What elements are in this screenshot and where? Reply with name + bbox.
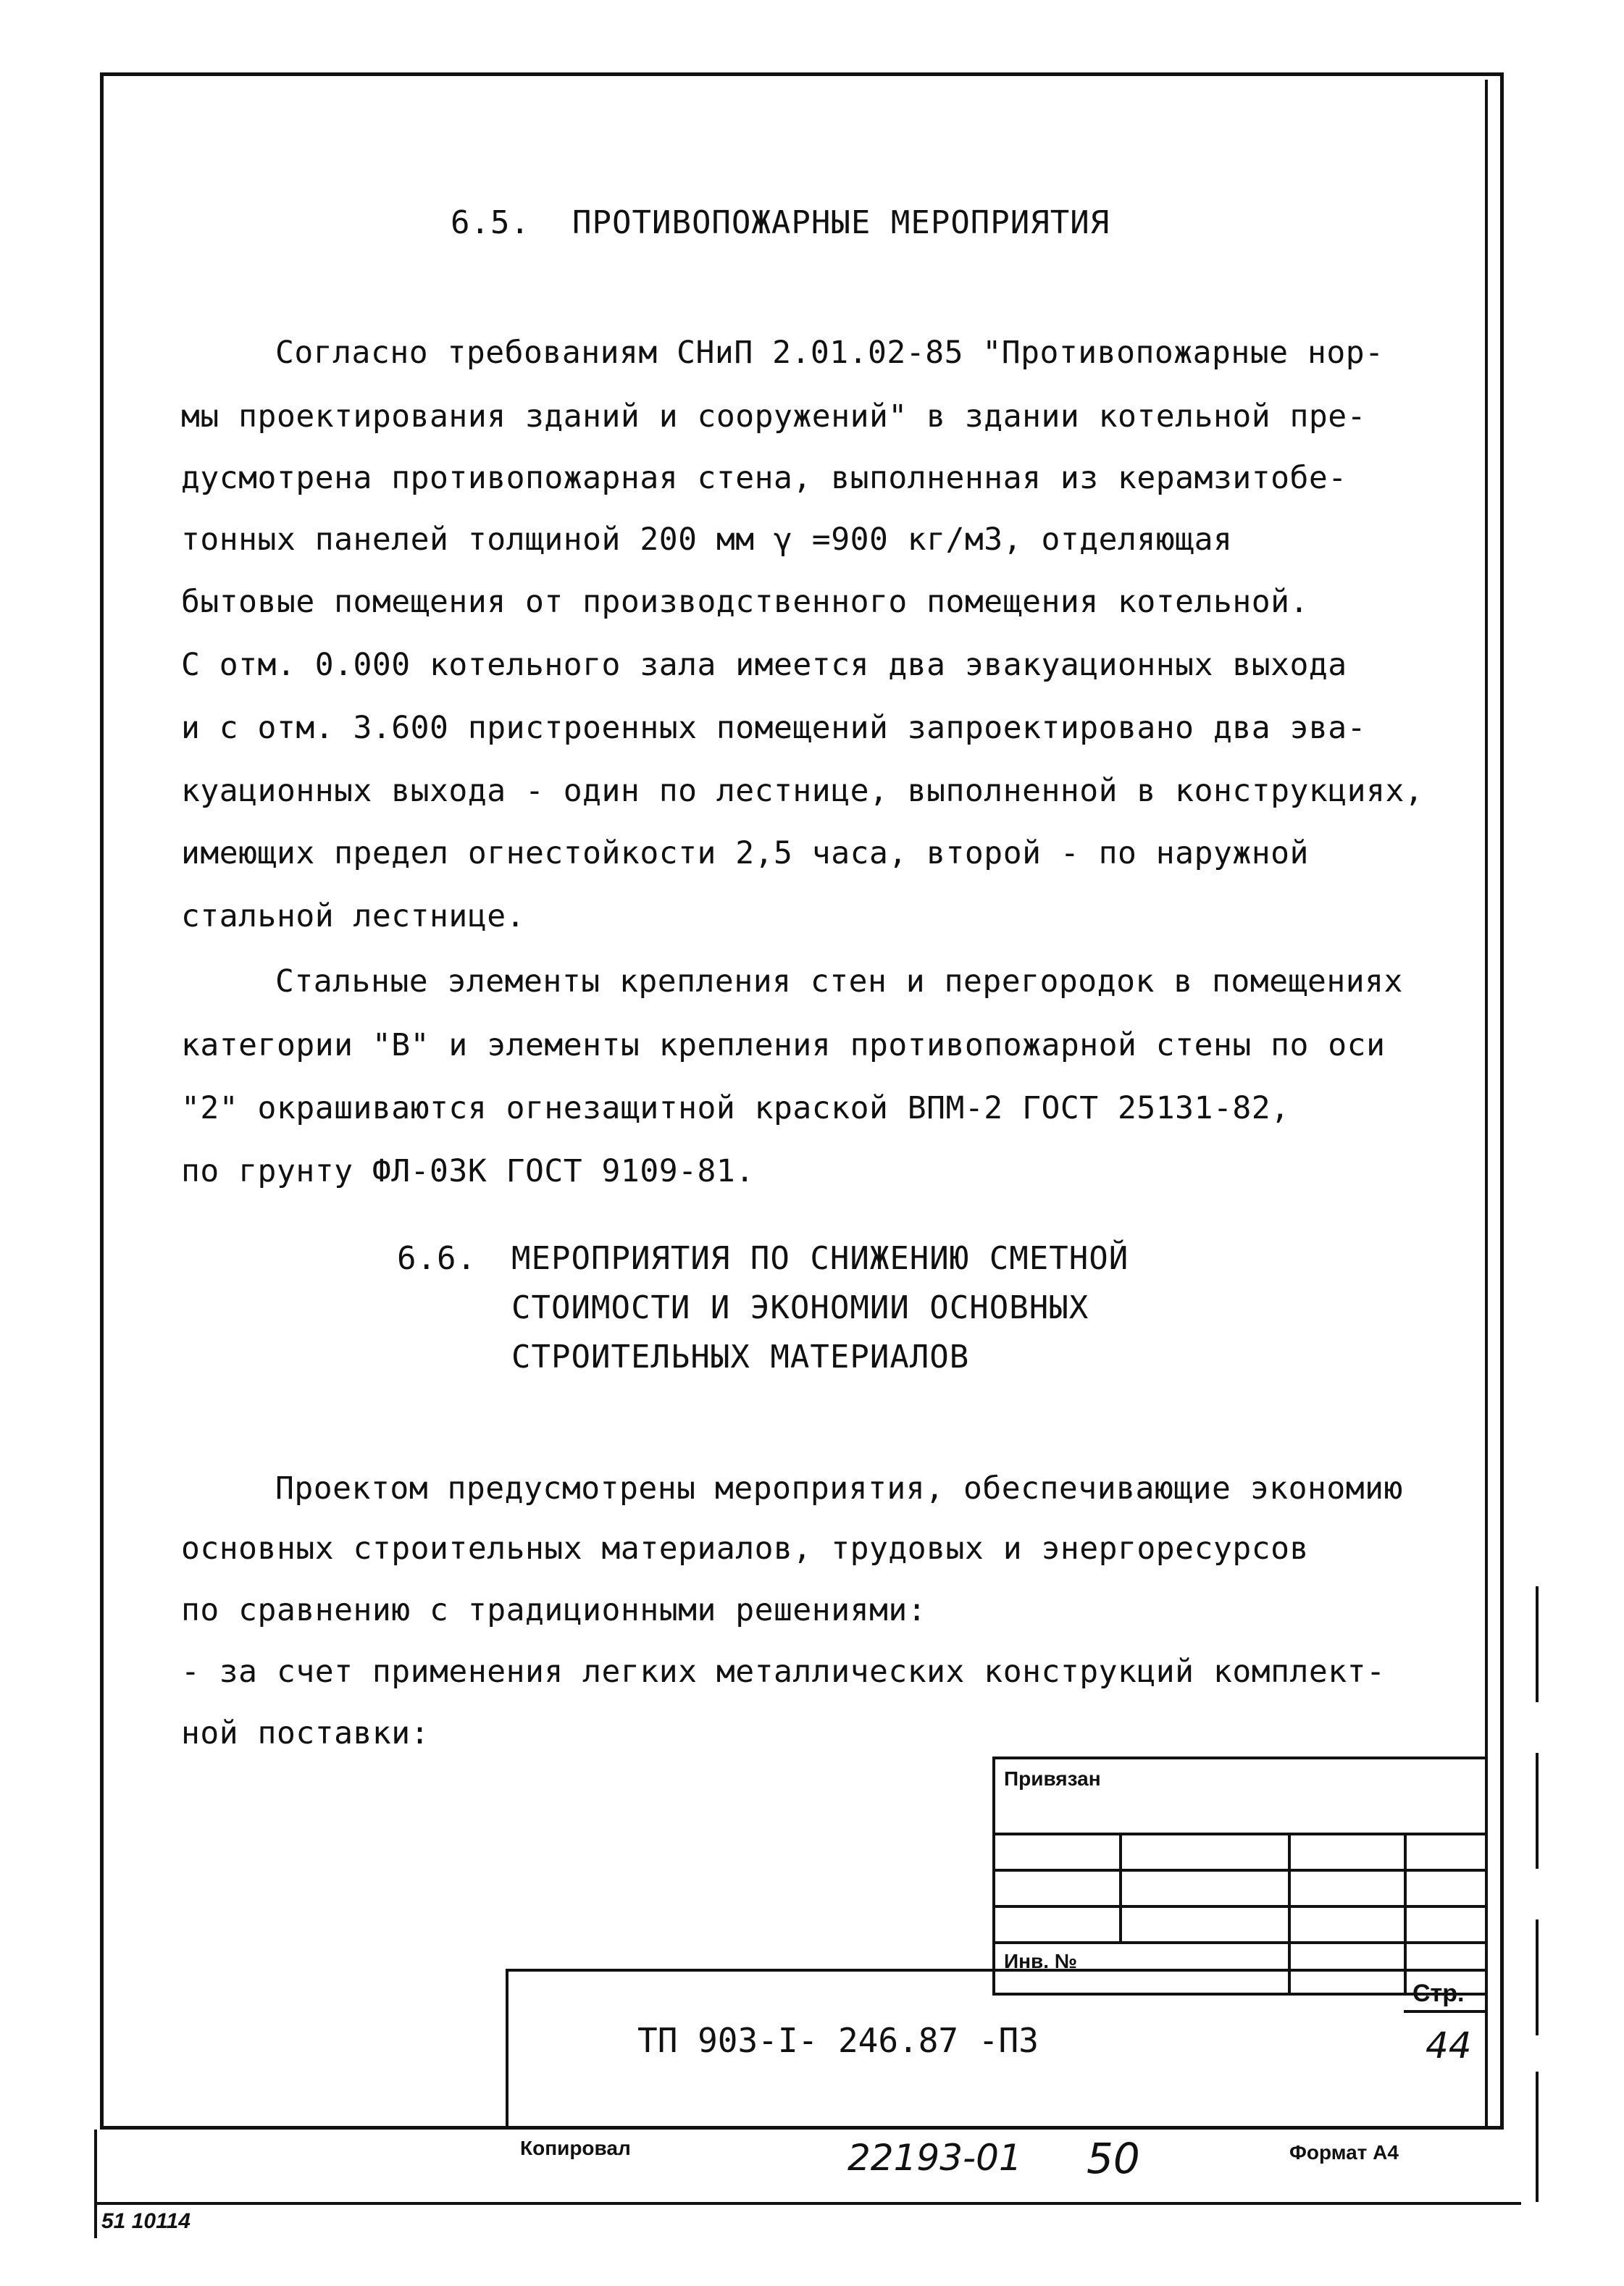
section-65-number: 6.5. — [451, 204, 530, 241]
text-line: мы проектирования зданий и сооружений" в здании котельной пре- — [181, 398, 1367, 435]
text-line: Стальные элементы крепления стен и перегородок в помещениях — [275, 963, 1403, 1000]
text-line: куационных выхода - один по лестнице, выполненной в конструкциях, — [181, 773, 1424, 809]
stamp-hline — [992, 1941, 1485, 1944]
stamp-format-label: Формат А4 — [1289, 2141, 1399, 2164]
text-line: по сравнению с традиционными решениями: — [181, 1592, 927, 1628]
section-66-title-line: МЕРОПРИЯТИЯ ПО СНИЖЕНИЮ СМЕТНОЙ — [511, 1240, 1129, 1277]
page-cell-divider — [1404, 2010, 1485, 2013]
stamp-vline — [1119, 1833, 1122, 1941]
stamp-privyazan-label: Привязан — [1004, 1767, 1101, 1790]
sheet-number: 50 — [1087, 2134, 1140, 2183]
stamp-hline — [992, 1869, 1485, 1872]
right-edge-mark — [1536, 1919, 1539, 2035]
text-line: ной поставки: — [181, 1715, 430, 1751]
section-66-title-line: СТРОИТЕЛЬНЫХ МАТЕРИАЛОВ — [511, 1339, 970, 1376]
text-line: стальной лестнице. — [181, 898, 525, 934]
stamp-hline — [992, 1833, 1485, 1835]
order-number: 22193-01 — [847, 2137, 1022, 2179]
frame-right-inner-line — [1485, 80, 1488, 2128]
section-66-number: 6.6. — [397, 1240, 477, 1277]
text-line: Проектом предусмотрены мероприятия, обеспечивающие экономию — [275, 1470, 1403, 1507]
text-line: бытовые помещения от производственного помещения котельной. — [181, 584, 1309, 620]
page-label: Стр. — [1412, 1980, 1465, 2007]
text-line: дусмотрена противопожарная стена, выполненная из керамзитобе- — [181, 460, 1347, 496]
corner-code: 51 10114 — [101, 2209, 191, 2233]
frame-bottom-line — [94, 2202, 1521, 2205]
text-line: категории "В" и элементы крепления противопожарной стены по оси — [181, 1027, 1386, 1063]
text-line: Согласно требованиям СНиП 2.01.02-85 "Противопожарные нор- — [275, 335, 1384, 371]
text-line: С отм. 0.000 котельного зала имеется два эвакуационных выхода — [181, 647, 1347, 683]
text-line: по грунту ФЛ-03К ГОСТ 9109-81. — [181, 1153, 755, 1189]
right-edge-mark — [1536, 1586, 1539, 1702]
frame-corner-line — [94, 2130, 97, 2238]
stamp-kopiroval-label: Копировал — [520, 2137, 631, 2159]
stamp-inv-number-label: Инв. № — [1004, 1950, 1078, 1972]
section-66-title-line: СТОИМОСТИ И ЭКОНОМИИ ОСНОВНЫХ — [511, 1289, 1089, 1326]
text-line: имеющих предел огнестойкости 2,5 часа, второй - по наружной — [181, 835, 1309, 871]
text-line: - за счет применения легких металлических конструкций комплект- — [181, 1654, 1386, 1690]
section-65-title: ПРОТИВОПОЖАРНЫЕ МЕРОПРИЯТИЯ — [572, 204, 1110, 241]
right-edge-mark — [1536, 1753, 1539, 1869]
page-number: 44 — [1426, 2025, 1472, 2067]
text-line: тонных панелей толщиной 200 мм γ =900 кг/м3, отделяющая — [181, 522, 1233, 558]
stamp-document-code: ТП 903-I- 246.87 -ПЗ — [637, 2021, 1039, 2060]
text-line: основных строительных материалов, трудовых и энергоресурсов — [181, 1531, 1309, 1567]
text-line: "2" окрашиваются огнезащитной краской ВПМ-2 ГОСТ 25131-82, — [181, 1090, 1290, 1126]
right-edge-mark — [1536, 2072, 1539, 2202]
text-line: и с отм. 3.600 пристроенных помещений запроектировано два эва- — [181, 710, 1367, 746]
stamp-hline — [992, 1905, 1485, 1908]
